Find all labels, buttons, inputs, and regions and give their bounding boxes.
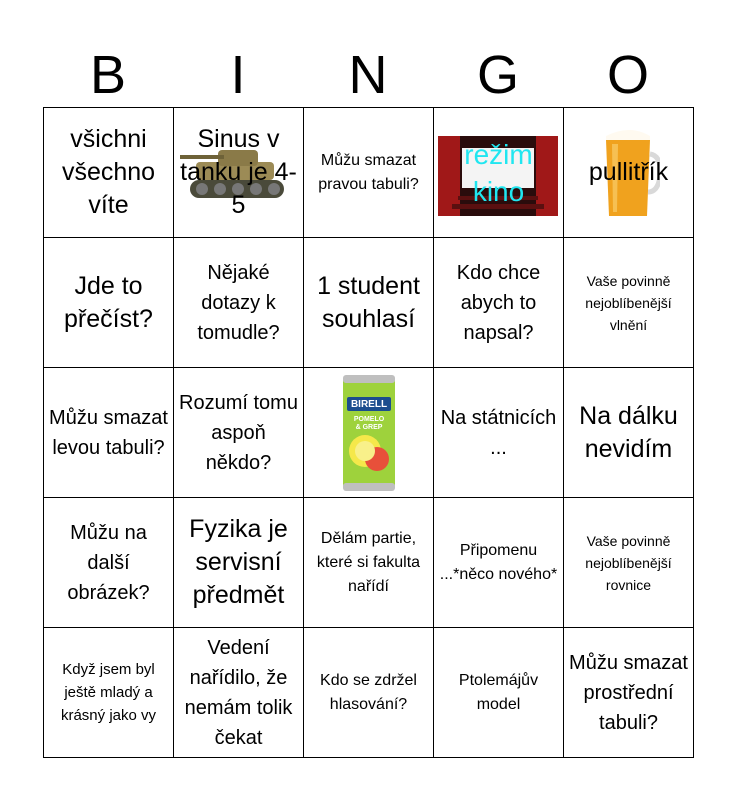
cell-text: 1 student souhlasí (317, 271, 420, 333)
bingo-cell[interactable] (174, 108, 304, 238)
bingo-cell[interactable] (174, 498, 304, 628)
header-letter-n: N (348, 45, 388, 105)
bingo-cell[interactable] (304, 498, 434, 628)
bingo-cell[interactable] (44, 108, 174, 238)
bingo-cell[interactable] (434, 108, 564, 238)
cell-text: Kdo chce abych to napsal? (456, 261, 541, 344)
cell-text: Sinus v tanku je 4-5 (180, 125, 297, 219)
cell-text: Na dálku nevidím (579, 401, 678, 463)
header-letter-b: B (89, 45, 127, 105)
bingo-cell[interactable] (44, 238, 174, 368)
cell-text: Jde to přečíst? (64, 271, 153, 333)
cell-text: Nějaké dotazy k tomudle? (197, 261, 280, 344)
cell-text: Kdo se zdržel hlasování? (320, 671, 417, 713)
bingo-cell[interactable] (564, 368, 694, 498)
cell-text: režim kino (464, 138, 533, 207)
bingo-cell[interactable] (44, 368, 174, 498)
bingo-cell[interactable] (564, 108, 694, 238)
cell-text: Můžu smazat levou tabuli? (49, 406, 168, 459)
bingo-cell[interactable] (564, 238, 694, 368)
bingo-cell[interactable] (174, 368, 304, 498)
bingo-cell[interactable] (304, 368, 434, 498)
bingo-cell[interactable] (434, 368, 564, 498)
cell-text: pullitřík (588, 158, 669, 186)
bingo-cell[interactable] (434, 238, 564, 368)
cell-text: Můžu smazat prostřední tabuli? (569, 651, 688, 734)
bingo-cell[interactable] (304, 108, 434, 238)
cell-text: Vedení nařídilo, že nemám tolik čekat (184, 636, 293, 749)
beer-can-icon (339, 371, 399, 495)
can-brand: BIRELL (350, 398, 387, 410)
bingo-header (43, 42, 693, 108)
can-flavor-2: & GREP (355, 423, 382, 431)
header-letter-g: G (476, 45, 519, 105)
bingo-grid (43, 107, 694, 758)
can-flavor-1: POMELO (353, 415, 384, 423)
cell-text: Ptolemájův model (458, 671, 539, 713)
bingo-cell[interactable] (174, 628, 304, 758)
cell-text: Rozumí tomu aspoň někdo? (179, 391, 298, 474)
cell-text: Můžu na další obrázek? (67, 521, 150, 604)
cell-text: Na státnicích ... (440, 406, 557, 459)
bingo-cell[interactable] (44, 498, 174, 628)
cell-text: Můžu smazat pravou tabuli? (318, 151, 419, 193)
header-letter-i: I (230, 45, 246, 105)
cell-text: Fyzika je servisní předmět (189, 515, 288, 609)
cell-text: Vaše povinně nejoblíbenější vlnění (585, 272, 672, 333)
bingo-cell[interactable] (304, 628, 434, 758)
cell-text: Připomenu ...*něco nového* (439, 541, 558, 583)
bingo-cell[interactable] (304, 238, 434, 368)
bingo-cell[interactable] (44, 628, 174, 758)
bingo-cell[interactable] (564, 628, 694, 758)
bingo-cell[interactable] (434, 498, 564, 628)
cell-text: Vaše povinně nejoblíbenější rovnice (585, 532, 672, 593)
bingo-cell[interactable] (564, 498, 694, 628)
cell-text: Když jsem byl ještě mladý a krásný jako vy (60, 661, 157, 724)
cell-text: všichni všechno víte (61, 125, 156, 219)
header-letter-o: O (606, 45, 649, 105)
bingo-cell[interactable] (174, 238, 304, 368)
cell-text: Dělám partie, které si fakulta nařídí (316, 529, 421, 595)
bingo-cell[interactable] (434, 628, 564, 758)
